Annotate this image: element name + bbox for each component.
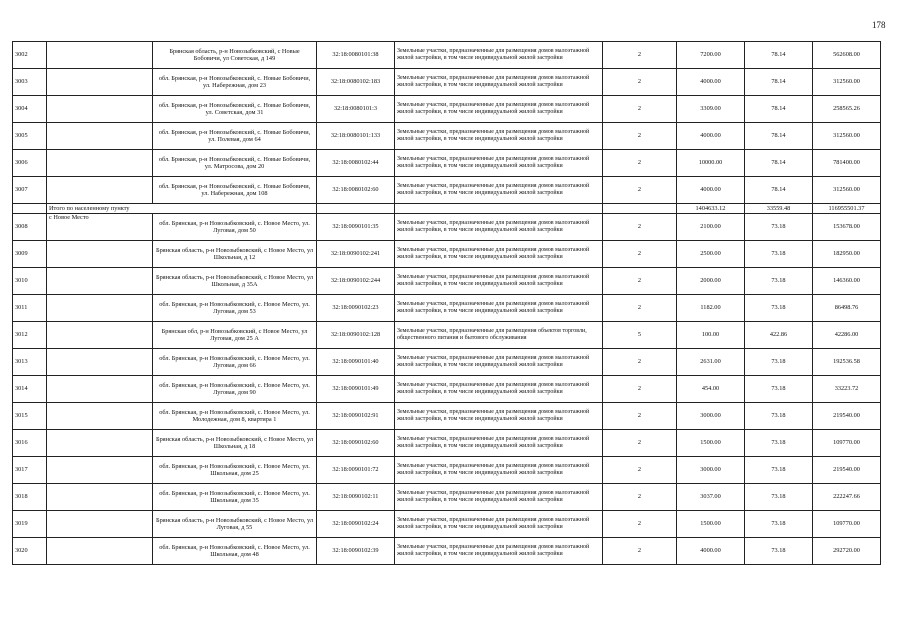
row-number: 3019 <box>13 511 47 538</box>
address-cell: Брянская область, р-н Новозыбковский, с Новое Место, ул Школьная, д 18 <box>153 430 317 457</box>
area-cell: 100.00 <box>677 322 745 349</box>
row-number: 3008 <box>13 214 47 241</box>
specific-value-cell: 73.18 <box>745 295 813 322</box>
row-number: 3012 <box>13 322 47 349</box>
cadastral-number-cell: 32:18:0080102:60 <box>317 177 395 204</box>
group-cell: 2 <box>603 403 677 430</box>
empty-cell <box>395 204 603 214</box>
address-cell: Брянская обл, р-н Новозыбковский, с Новое Место, ул Луговая, дом 25 А <box>153 322 317 349</box>
cadastral-number-cell: 32:18:0090101:72 <box>317 457 395 484</box>
land-use-cell: Земельные участки, предназначенные для размещения домов малоэтажной жилой застройки, в том числе индивидуальной жилой застройки <box>395 457 603 484</box>
specific-value-cell: 78.14 <box>745 69 813 96</box>
area-cell: 3037.00 <box>677 484 745 511</box>
group-cell: 2 <box>603 42 677 69</box>
group-cell: 2 <box>603 150 677 177</box>
row-number: 3006 <box>13 150 47 177</box>
group-cell: 2 <box>603 484 677 511</box>
specific-value-cell: 73.18 <box>745 349 813 376</box>
table-row <box>13 177 881 204</box>
land-use-cell: Земельные участки, предназначенные для размещения объектов торговли, общественного питания и бытового обслуживания <box>395 322 603 349</box>
cadastral-number-cell: 32:18:0080101:38 <box>317 42 395 69</box>
locality-cell <box>47 295 153 322</box>
table-row <box>13 69 881 96</box>
locality-cell <box>47 511 153 538</box>
locality-cell <box>47 177 153 204</box>
cadastral-number-cell: 32:18:0090102:244 <box>317 268 395 295</box>
row-number: 3014 <box>13 376 47 403</box>
address-cell: обл. Брянская, р-н Новозыбковский, с. Новые Бобовичи, ул. Полевая, дом 64 <box>153 123 317 150</box>
land-use-cell: Земельные участки, предназначенные для размещения домов малоэтажной жилой застройки, в том числе индивидуальной жилой застройки <box>395 295 603 322</box>
area-cell: 4000.00 <box>677 538 745 565</box>
area-cell: 7200.00 <box>677 42 745 69</box>
address-cell: обл. Брянская, р-н Новозыбковский, с. Новое Место, ул. Школьная, дом 35 <box>153 484 317 511</box>
specific-value-cell: 78.14 <box>745 150 813 177</box>
locality-cell <box>47 42 153 69</box>
group-cell: 2 <box>603 123 677 150</box>
area-cell: 3000.00 <box>677 403 745 430</box>
land-use-cell: Земельные участки, предназначенные для размещения домов малоэтажной жилой застройки, в том числе индивидуальной жилой застройки <box>395 430 603 457</box>
cadastral-value-cell: 292720.00 <box>813 538 881 565</box>
cadastral-value-cell: 153678.00 <box>813 214 881 241</box>
land-use-cell: Земельные участки, предназначенные для размещения домов малоэтажной жилой застройки, в том числе индивидуальной жилой застройки <box>395 268 603 295</box>
group-cell: 2 <box>603 214 677 241</box>
table-row <box>13 349 881 376</box>
specific-value-cell: 73.18 <box>745 538 813 565</box>
cadastral-number-cell: 32:18:0080102:183 <box>317 69 395 96</box>
cadastral-number-cell: 32:18:0090102:11 <box>317 484 395 511</box>
cadastral-value-cell: 86498.76 <box>813 295 881 322</box>
group-cell: 2 <box>603 268 677 295</box>
address-cell: обл. Брянская, р-н Новозыбковский, с. Новое Место, ул. Луговая, дом 50 <box>153 214 317 241</box>
table-row <box>13 241 881 268</box>
area-cell: 1500.00 <box>677 511 745 538</box>
land-use-cell: Земельные участки, предназначенные для размещения домов малоэтажной жилой застройки, в том числе индивидуальной жилой застройки <box>395 96 603 123</box>
specific-value-cell: 73.18 <box>745 403 813 430</box>
locality-cell <box>47 123 153 150</box>
locality-cell <box>47 457 153 484</box>
cadastral-number-cell: 32:18:0080101:133 <box>317 123 395 150</box>
group-cell: 2 <box>603 295 677 322</box>
locality-cell <box>47 322 153 349</box>
area-cell: 4000.00 <box>677 123 745 150</box>
address-cell: обл. Брянская, р-н Новозыбковский, с. Новое Место, ул. Школьная, дом 48 <box>153 538 317 565</box>
group-cell: 5 <box>603 322 677 349</box>
address-cell: обл. Брянская, р-н Новозыбковский, с. Новое Место, ул. Луговая, дом 53 <box>153 295 317 322</box>
locality-cell <box>47 69 153 96</box>
table-row <box>13 403 881 430</box>
land-use-cell: Земельные участки, предназначенные для размещения домов малоэтажной жилой застройки, в том числе индивидуальной жилой застройки <box>395 42 603 69</box>
cadastral-value-cell: 146360.00 <box>813 268 881 295</box>
row-number: 3011 <box>13 295 47 322</box>
cadastral-value-cell: 192536.58 <box>813 349 881 376</box>
row-number: 3020 <box>13 538 47 565</box>
cadastral-value-table <box>12 41 881 565</box>
row-number: 3013 <box>13 349 47 376</box>
land-use-cell: Земельные участки, предназначенные для размещения домов малоэтажной жилой застройки, в том числе индивидуальной жилой застройки <box>395 69 603 96</box>
group-cell: 2 <box>603 349 677 376</box>
cadastral-value-cell: 219540.00 <box>813 457 881 484</box>
group-cell: 2 <box>603 430 677 457</box>
locality-cell <box>47 349 153 376</box>
land-use-cell: Земельные участки, предназначенные для размещения домов малоэтажной жилой застройки, в том числе индивидуальной жилой застройки <box>395 150 603 177</box>
cadastral-value-cell: 109770.00 <box>813 511 881 538</box>
land-use-cell: Земельные участки, предназначенные для размещения домов малоэтажной жилой застройки, в том числе индивидуальной жилой застройки <box>395 376 603 403</box>
cadastral-value-cell: 222247.66 <box>813 484 881 511</box>
specific-value-cell: 73.18 <box>745 511 813 538</box>
total-cadastral-value: 116955501.37 <box>813 204 881 214</box>
specific-value-cell: 73.18 <box>745 430 813 457</box>
address-cell: Брянская область, р-н Новозыбковский, с Новые Бобовичи, ул Советская, д 149 <box>153 42 317 69</box>
area-cell: 10000.00 <box>677 150 745 177</box>
cadastral-number-cell: 32:18:0090101:49 <box>317 376 395 403</box>
cadastral-number-cell: 32:18:0080101:3 <box>317 96 395 123</box>
area-cell: 2000.00 <box>677 268 745 295</box>
specific-value-cell: 78.14 <box>745 177 813 204</box>
specific-value-cell: 73.18 <box>745 241 813 268</box>
locality-cell <box>47 150 153 177</box>
empty-cell <box>603 204 677 214</box>
total-specific-value: 33559.48 <box>745 204 813 214</box>
land-use-cell: Земельные участки, предназначенные для размещения домов малоэтажной жилой застройки, в том числе индивидуальной жилой застройки <box>395 214 603 241</box>
table-row <box>13 295 881 322</box>
land-use-cell: Земельные участки, предназначенные для размещения домов малоэтажной жилой застройки, в том числе индивидуальной жилой застройки <box>395 241 603 268</box>
row-number: 3009 <box>13 241 47 268</box>
table-row <box>13 457 881 484</box>
table-row <box>13 376 881 403</box>
group-cell: 2 <box>603 96 677 123</box>
row-number: 3016 <box>13 430 47 457</box>
table-row <box>13 511 881 538</box>
row-number: 3017 <box>13 457 47 484</box>
locality-cell <box>47 403 153 430</box>
area-cell: 4000.00 <box>677 69 745 96</box>
specific-value-cell: 73.18 <box>745 214 813 241</box>
cadastral-number-cell: 32:18:0090101:35 <box>317 214 395 241</box>
cadastral-number-cell: 32:18:0090102:24 <box>317 511 395 538</box>
land-use-cell: Земельные участки, предназначенные для размещения домов малоэтажной жилой застройки, в том числе индивидуальной жилой застройки <box>395 123 603 150</box>
land-use-cell: Земельные участки, предназначенные для размещения домов малоэтажной жилой застройки, в том числе индивидуальной жилой застройки <box>395 484 603 511</box>
table-row <box>13 123 881 150</box>
address-cell: Брянская область, р-н Новозыбковский, с Новое Место, ул Школьная, д 12 <box>153 241 317 268</box>
cadastral-value-cell: 33223.72 <box>813 376 881 403</box>
cadastral-value-cell: 42286.00 <box>813 322 881 349</box>
row-number: 3015 <box>13 403 47 430</box>
row-number: 3010 <box>13 268 47 295</box>
cadastral-number-cell: 32:18:0080102:44 <box>317 150 395 177</box>
group-cell: 2 <box>603 457 677 484</box>
total-area: 1404633.12 <box>677 204 745 214</box>
locality-cell <box>47 484 153 511</box>
area-cell: 1500.00 <box>677 430 745 457</box>
specific-value-cell: 73.18 <box>745 484 813 511</box>
address-cell: обл. Брянская, р-н Новозыбковский, с. Новое Место, ул. Луговая, дом 66 <box>153 349 317 376</box>
area-cell: 3000.00 <box>677 457 745 484</box>
specific-value-cell: 73.18 <box>745 376 813 403</box>
table-row <box>13 96 881 123</box>
area-cell: 1182.00 <box>677 295 745 322</box>
row-number: 3002 <box>13 42 47 69</box>
table-row <box>13 42 881 69</box>
address-cell: обл. Брянская, р-н Новозыбковский, с. Новые Бобовичи, ул. Матросова, дом 20 <box>153 150 317 177</box>
locality-cell <box>47 376 153 403</box>
land-use-cell: Земельные участки, предназначенные для размещения домов малоэтажной жилой застройки, в том числе индивидуальной жилой застройки <box>395 177 603 204</box>
cadastral-number-cell: 32:18:0090102:241 <box>317 241 395 268</box>
page-number: 178 <box>872 20 886 30</box>
address-cell: обл. Брянская, р-н Новозыбковский, с. Новые Бобовичи, ул. Советская, дом 31 <box>153 96 317 123</box>
table-row <box>13 484 881 511</box>
area-cell: 2100.00 <box>677 214 745 241</box>
address-cell: обл. Брянская, р-н Новозыбковский, с. Новые Бобовичи, ул. Набережная, дом 23 <box>153 69 317 96</box>
locality-cell <box>47 430 153 457</box>
empty-cell <box>317 204 395 214</box>
locality-cell <box>47 241 153 268</box>
land-use-cell: Земельные участки, предназначенные для размещения домов малоэтажной жилой застройки, в том числе индивидуальной жилой застройки <box>395 349 603 376</box>
address-cell: обл. Брянская, р-н Новозыбковский, с. Новое Место, ул. Школьная, дом 25 <box>153 457 317 484</box>
group-cell: 2 <box>603 376 677 403</box>
cadastral-value-cell: 562608.00 <box>813 42 881 69</box>
table-row <box>13 430 881 457</box>
address-cell: Брянская область, р-н Новозыбковский, с Новое Место, ул Луговая, д 55 <box>153 511 317 538</box>
specific-value-cell: 73.18 <box>745 457 813 484</box>
cadastral-number-cell: 32:18:0090102:91 <box>317 403 395 430</box>
cadastral-value-cell: 219540.00 <box>813 403 881 430</box>
area-cell: 2631.00 <box>677 349 745 376</box>
specific-value-cell: 73.18 <box>745 268 813 295</box>
row-number: 3003 <box>13 69 47 96</box>
specific-value-cell: 78.14 <box>745 96 813 123</box>
area-cell: 2500.00 <box>677 241 745 268</box>
address-cell: Брянская область, р-н Новозыбковский, с Новое Место, ул Школьная, д 35А <box>153 268 317 295</box>
table-row <box>13 214 881 241</box>
area-cell: 3309.00 <box>677 96 745 123</box>
group-cell: 2 <box>603 511 677 538</box>
cadastral-number-cell: 32:18:0090102:23 <box>317 295 395 322</box>
area-cell: 4000.00 <box>677 177 745 204</box>
cadastral-value-cell: 312560.00 <box>813 177 881 204</box>
cadastral-number-cell: 32:18:0090101:40 <box>317 349 395 376</box>
group-cell: 2 <box>603 241 677 268</box>
locality-cell <box>47 538 153 565</box>
area-cell: 454.00 <box>677 376 745 403</box>
table-row <box>13 268 881 295</box>
cadastral-value-cell: 781400.00 <box>813 150 881 177</box>
table-row <box>13 322 881 349</box>
specific-value-cell: 78.14 <box>745 123 813 150</box>
table-row <box>13 150 881 177</box>
cadastral-number-cell: 32:18:0090102:128 <box>317 322 395 349</box>
row-number: 3004 <box>13 96 47 123</box>
locality-cell <box>47 268 153 295</box>
group-cell: 2 <box>603 69 677 96</box>
table-row <box>13 538 881 565</box>
address-cell: обл. Брянская, р-н Новозыбковский, с. Новое Место, ул. Молодежная, дом 8, квартира 1 <box>153 403 317 430</box>
group-cell: 2 <box>603 538 677 565</box>
cadastral-value-cell: 312560.00 <box>813 123 881 150</box>
specific-value-cell: 422.86 <box>745 322 813 349</box>
locality-cell: с Новое Место <box>47 214 153 241</box>
specific-value-cell: 78.14 <box>745 42 813 69</box>
row-number: 3005 <box>13 123 47 150</box>
address-cell: обл. Брянская, р-н Новозыбковский, с. Новые Бобовичи, ул. Набережная, дом 108 <box>153 177 317 204</box>
land-use-cell: Земельные участки, предназначенные для размещения домов малоэтажной жилой застройки, в том числе индивидуальной жилой застройки <box>395 538 603 565</box>
locality-total-row <box>13 204 881 214</box>
land-use-cell: Земельные участки, предназначенные для размещения домов малоэтажной жилой застройки, в том числе индивидуальной жилой застройки <box>395 511 603 538</box>
land-use-cell: Земельные участки, предназначенные для размещения домов малоэтажной жилой застройки, в том числе индивидуальной жилой застройки <box>395 403 603 430</box>
row-number: 3018 <box>13 484 47 511</box>
cadastral-number-cell: 32:18:0090102:39 <box>317 538 395 565</box>
row-number: 3007 <box>13 177 47 204</box>
empty-cell <box>13 204 47 214</box>
group-cell: 2 <box>603 177 677 204</box>
locality-cell <box>47 96 153 123</box>
table-body <box>13 42 881 565</box>
locality-total-label: Итого по населенному пункту <box>47 204 317 214</box>
address-cell: обл. Брянская, р-н Новозыбковский, с. Новое Место, ул. Луговая, дом 90 <box>153 376 317 403</box>
cadastral-number-cell: 32:18:0090102:60 <box>317 430 395 457</box>
cadastral-value-cell: 312560.00 <box>813 69 881 96</box>
cadastral-value-cell: 258565.26 <box>813 96 881 123</box>
cadastral-value-cell: 182950.00 <box>813 241 881 268</box>
cadastral-value-cell: 109770.00 <box>813 430 881 457</box>
